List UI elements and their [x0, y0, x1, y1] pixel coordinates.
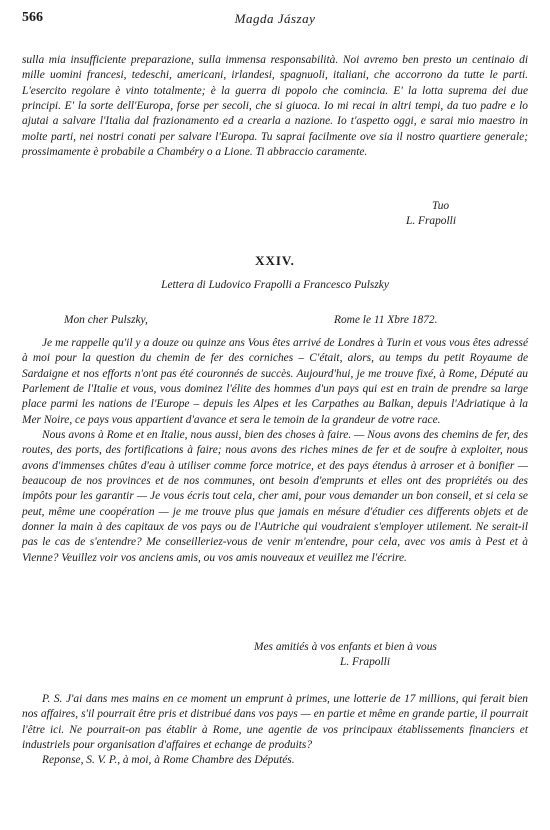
postscript-reply-note: Reponse, S. V. P., à moi, à Rome Chambre des Députés.	[42, 754, 295, 767]
letter-title: Lettera di Ludovico Frapolli a Francesco Pulszky	[161, 279, 389, 291]
letter-number: XXIV.	[255, 253, 295, 268]
previous-letter-text: sulla mia insufficiente preparazione, sulla immensa responsabilità. Noi avremo ben presto un centinaio di mille uomini francesi, tedeschi, americani, irlandesi, spagnuoli, italiani, che accorrono da tutte le parti. L'esercito regolare è vinto totalmente; è la guerra di popolo che comincia. E' la lotta suprema dei due principi. E' la sorte dell'Europa, forse per secoli, che si giuoca. Io mi recai in altri tempi, da tuo padre e lo ajutai a salvare l'Italia dal frazionamento ed a crearla a nazione. Io t'aspetto oggi, e sarai mio maestro in molte parti, nei nostri conati per salvare l'Europa. Tu saprai facilmente ove sia il nostro quartiere generale; prossimamente è probabile a Chambéry o a Lione. Ti abbraccio caramente.	[22, 54, 528, 159]
letter-closing: Mes amitiés à vos enfants et bien à vous	[254, 641, 437, 653]
previous-letter-body	[22, 53, 528, 160]
previous-letter-signature: L. Frapolli	[406, 215, 457, 227]
letter-paragraph-2: Nous avons à Rome et en Italie, nous aussi, bien des choses à faire. — Nous avons des chemins de fer, des routes, des ports, des fortifications à faire; nous avons des riches mines de fer et de soufre à exploiter, nous avons d'immenses chûtes d'eau à utiliser comme force motrice, et des pays étendus à arroser et à bonifier — beaucoup de nos provinces et de nos communes, ont besoin d'emprunts et elles ont des propriétés ou des impôts pour les garantir — Je vous écris tout cela, cher ami, pour vous demander un bon conseil, et si cela se peut, même une coopération — je me trouve plus que jamais en mésure d'étudier ces differents objets et de donner la main à des capitaux de vos pays ou de l'Autriche qui voudraient s'employer utilement. Ne serait-il pas le cas de s'entendre? Me conseilleriez-vous de venir m'entendre, pour cela, avec vos amis à Pest et à Vienne? Veuillez voir vos anciens amis, ou vos amis nouveaux et veuillez me l'écrire.	[22, 429, 528, 564]
letter-dateline: Rome le 11 Xbre 1872.	[334, 314, 438, 326]
postscript-text: P. S. J'ai dans mes mains en ce moment un emprunt à primes, une lotterie de 17 millions, qui ferait bien nos affaires, s'il pourrait être pris et distribué dans vos pays — en partie et même en grande partie, il pourrait l'être ici. Ne pourrait-on pas établir à Rome, une agentie de vos principaux établissements financiers et industriels pour organisation d'affaires et echange de produits?	[22, 693, 528, 752]
letter-paragraph-1: Je me rappelle qu'il y a douze ou quinze ans Vous êtes arrivé de Londres à Turin et vous vous êtes adressé à moi pour la question du chemin de fer des corniches – C'était, alors, au temps du petit Royaume de Sardaigne et nos efforts n'ont pas été couronnés de succès. Aujourd'hui, je me trouve fixé, à Rome, Député au Parlement de l'Italie et vous, vous dominez l'élite des hommes d'un pays qui est en train de prendre sa large place parmi les nations de l'Europe – depuis les Alpes et les Carpathes au Balkan, depuis l'Adriatique à la Mer Noire, ce pays vous appartient d'avance et sera le temoin de la grandeur de votre race.	[22, 337, 528, 426]
letter-salutation: Mon cher Pulszky,	[64, 314, 148, 326]
postscript	[22, 692, 528, 769]
page-header	[22, 10, 528, 30]
previous-letter-closing: Tuo	[432, 200, 450, 212]
letter-body	[22, 336, 528, 566]
page-number: 566	[22, 10, 43, 25]
running-head: Magda Jászay	[234, 11, 316, 26]
letter-signature: L. Frapolli	[340, 656, 391, 668]
